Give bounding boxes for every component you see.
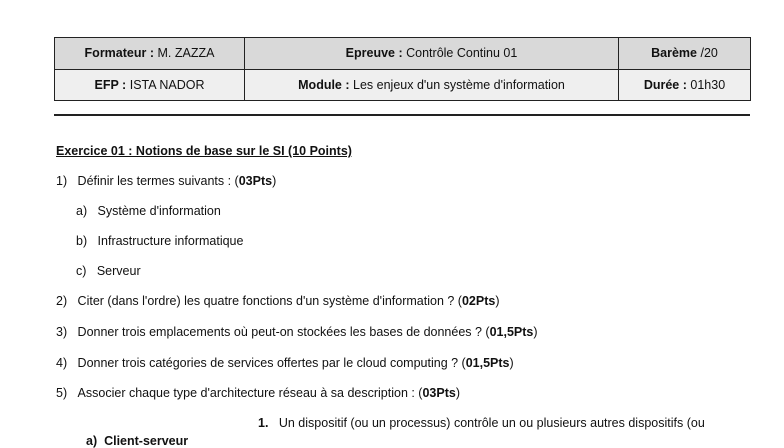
question-close-paren: ): [272, 174, 277, 188]
question-1: [56, 174, 276, 188]
epreuve-label: Epreuve :: [345, 46, 403, 61]
question-close-paren: ): [495, 294, 500, 308]
sub-item-letter: a): [76, 204, 88, 218]
question-text: Définir les termes suivants : (: [77, 174, 239, 188]
sub-item-b: [76, 234, 243, 248]
partial-item-text: Client-serveur: [104, 434, 189, 448]
module-value: Les enjeux d'un système d'information: [353, 77, 565, 92]
exercise-title: Exercice 01 : Notions de base sur le SI (10 Points): [56, 144, 352, 158]
question-close-paren: ): [509, 356, 514, 370]
formateur-value: M. ZAZZA: [157, 46, 215, 61]
question-text: Citer (dans l'ordre) les quatre fonctions d'un système d'information ? (: [77, 294, 462, 308]
question-5: [56, 386, 460, 400]
sub-item-text: Infrastructure informatique: [97, 234, 244, 248]
question-2: [56, 294, 500, 308]
question-close-paren: ): [455, 386, 461, 400]
question-points: 03Pts: [422, 386, 456, 400]
efp-label: EFP :: [94, 77, 127, 92]
question-text: Donner trois catégories de services offertes par le cloud computing ? (: [77, 356, 466, 370]
epreuve-cell: [245, 38, 619, 70]
efp-value: ISTA NADOR: [129, 77, 205, 92]
question-text: Donner trois emplacements où peut-on stockées les bases de données ? (: [77, 325, 490, 339]
sub-item-letter: c): [76, 264, 87, 278]
bareme-label: Barème: [651, 46, 697, 61]
question-points: 02Pts: [461, 294, 496, 308]
module-cell: [245, 69, 619, 101]
duree-label: Durée :: [643, 77, 687, 92]
bareme-cell: [619, 38, 751, 70]
formateur-cell: [55, 38, 245, 70]
module-label: Module :: [298, 77, 350, 92]
question-number: 5): [56, 386, 68, 400]
question-close-paren: ): [533, 325, 538, 339]
question-points: 01,5Pts: [465, 356, 510, 370]
question-text: Associer chaque type d'architecture réseau à sa description : (: [77, 386, 423, 400]
header-row-2: [55, 69, 751, 101]
bareme-value: /20: [700, 46, 718, 61]
header-row-1: [55, 38, 751, 70]
question-3: [56, 325, 538, 339]
description-text: Un dispositif (ou un processus) contrôle un ou plusieurs autres dispositifs (ou: [278, 416, 705, 430]
duree-value: 01h30: [690, 77, 726, 92]
exam-header-table: [54, 37, 751, 101]
efp-cell: [55, 69, 245, 101]
formateur-label: Formateur :: [84, 46, 154, 61]
sub-item-letter: b): [76, 234, 88, 248]
question-points: 03Pts: [238, 174, 273, 188]
partial-item-a: [86, 434, 188, 448]
sub-item-text: Serveur: [96, 264, 141, 278]
question-points: 01,5Pts: [489, 325, 534, 339]
duree-cell: [619, 69, 751, 101]
question-number: 4): [56, 356, 68, 370]
description-1: [258, 416, 705, 430]
sub-item-text: Système d'information: [97, 204, 221, 218]
sub-item-c: [76, 264, 141, 278]
separator-rule: [54, 114, 750, 116]
question-number: 2): [56, 294, 68, 308]
question-number: 3): [56, 325, 68, 339]
question-4: [56, 356, 514, 370]
epreuve-value: Contrôle Continu 01: [406, 46, 518, 61]
question-number: 1): [56, 174, 68, 188]
description-number: 1.: [258, 416, 269, 430]
sub-item-a: [76, 204, 221, 218]
partial-item-letter: a): [86, 434, 98, 448]
